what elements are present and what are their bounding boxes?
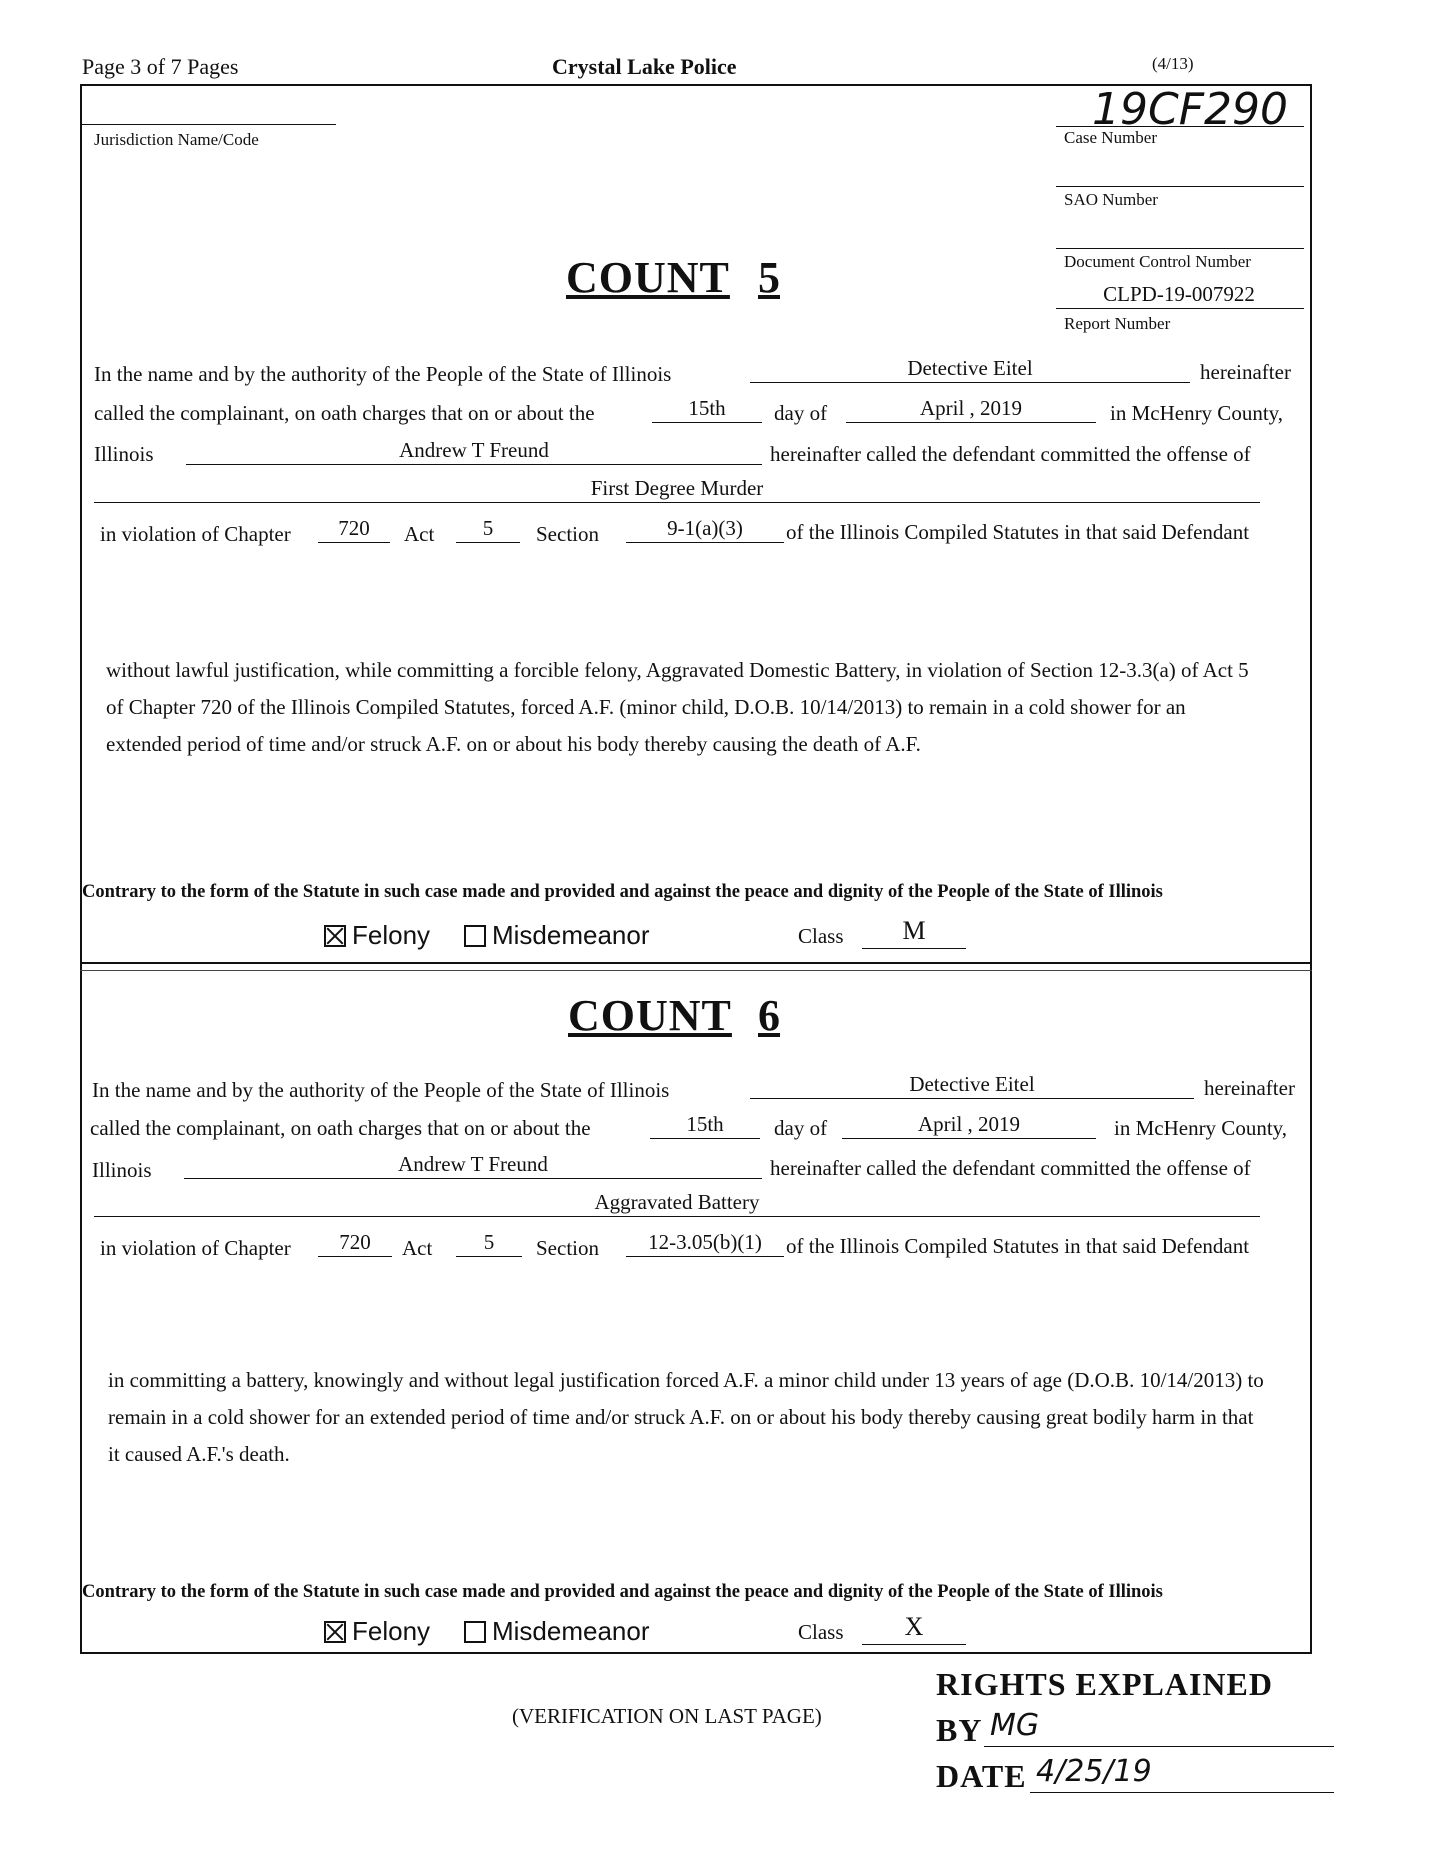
- date-value: 4/25/19: [1036, 1754, 1152, 1789]
- count6-day-of: day of: [774, 1116, 828, 1140]
- count6-section-label: Section: [536, 1236, 599, 1260]
- jurisdiction-label: Jurisdiction Name/Code: [94, 130, 259, 149]
- count5-offense: First Degree Murder: [590, 476, 764, 500]
- count5-hereinafter: hereinafter: [1200, 360, 1291, 384]
- count5-misdemeanor-label: Misdemeanor: [492, 920, 650, 950]
- count6-title: COUNT: [568, 991, 732, 1040]
- count6-act-label: Act: [402, 1236, 433, 1260]
- count6-hereinafter: hereinafter: [1204, 1076, 1295, 1100]
- count5-number: 5: [758, 253, 780, 302]
- case-number-label: Case Number: [1064, 128, 1158, 147]
- count5-narrative: without lawful justification, while committing a forcible felony, Aggravated Domestic Battery, in violation of Section 12-3.3(a) of Act 5 of Chapter 720 of the Illinois Compiled Statutes, forced A.F. (minor child, D.O.B. 10/14/2013) to remain in a cold shower for an extended period of time and/or struck A.F. on or about his body thereby causing the death of A.F.: [106, 658, 1249, 756]
- doc-control-label: Document Control Number: [1064, 252, 1251, 271]
- verification-note: (VERIFICATION ON LAST PAGE): [512, 1704, 822, 1728]
- page-indicator: Page 3 of 7 Pages: [82, 54, 239, 79]
- by-label: BY: [936, 1712, 983, 1748]
- count6-class-value: X: [904, 1612, 924, 1641]
- count6-misdemeanor-checkbox[interactable]: [464, 1616, 650, 1647]
- count5-called-text: called the complainant, on oath charges that on or about the: [94, 401, 595, 425]
- count6-chapter: 720: [339, 1230, 371, 1254]
- count6-number: 6: [758, 991, 780, 1040]
- count5-illinois: Illinois: [94, 442, 154, 466]
- count6-complainant: Detective Eitel: [909, 1072, 1035, 1096]
- count5-statutes-text: of the Illinois Compiled Statutes in that said Defendant: [786, 520, 1250, 544]
- count6-class-label: Class: [798, 1620, 844, 1644]
- count5-month-year: April , 2019: [919, 396, 1023, 420]
- count6-month-year: April , 2019: [917, 1112, 1021, 1136]
- count6-felony-checkbox[interactable]: [324, 1616, 430, 1647]
- count6-misdemeanor-label: Misdemeanor: [492, 1616, 650, 1646]
- count5-section-label: Section: [536, 522, 599, 546]
- by-initials: MG: [990, 1708, 1040, 1743]
- count5-act: 5: [482, 516, 494, 540]
- count6-defendant: Andrew T Freund: [398, 1152, 548, 1176]
- count5-misdemeanor-checkbox[interactable]: [464, 920, 650, 951]
- count5-county: in McHenry County,: [1110, 401, 1284, 425]
- count5-day-of: day of: [774, 401, 828, 425]
- count5-chapter: 720: [338, 516, 370, 540]
- report-number-value: CLPD-19-007922: [1103, 282, 1255, 306]
- count6-narrative: in committing a battery, knowingly and without legal justification forced A.F. a minor child under 13 years of age (D.O.B. 10/14/2013) to remain in a cold shower for an extended period of time and/or struck A.F. on or about his body thereby causing great bodily harm in that it caused A.F.'s death.: [108, 1368, 1264, 1466]
- count5-section: 9-1(a)(3): [667, 516, 743, 540]
- count5-felony-label: Felony: [352, 920, 431, 950]
- sao-number-label: SAO Number: [1064, 190, 1158, 209]
- count6-intro: In the name and by the authority of the People of the State of Illinois: [92, 1078, 670, 1102]
- count6-felony-label: Felony: [352, 1616, 431, 1646]
- rights-explained: RIGHTS EXPLAINED: [936, 1666, 1273, 1702]
- unchecked-box-icon: [464, 925, 486, 947]
- checked-box-icon: [324, 1621, 346, 1643]
- count5-complainant: Detective Eitel: [907, 356, 1033, 380]
- count5-title: COUNT: [566, 253, 730, 302]
- checked-box-icon: [324, 925, 346, 947]
- case-number-value: 19CF290: [1092, 84, 1289, 135]
- report-number-label: Report Number: [1064, 314, 1171, 333]
- count6-offense: Aggravated Battery: [594, 1190, 760, 1214]
- count5-intro: In the name and by the authority of the People of the State of Illinois: [94, 362, 672, 386]
- form-version: (4/13): [1152, 54, 1194, 73]
- date-label: DATE: [936, 1758, 1027, 1794]
- count6-illinois: Illinois: [92, 1158, 152, 1182]
- count6-statutes-text: of the Illinois Compiled Statutes in that said Defendant: [786, 1234, 1250, 1258]
- count5-violation-label: in violation of Chapter: [100, 522, 291, 546]
- count5-felony-checkbox[interactable]: [324, 920, 430, 951]
- count5-class-value: M: [902, 916, 926, 945]
- count5-act-label: Act: [404, 522, 435, 546]
- count5-defendant: Andrew T Freund: [399, 438, 549, 462]
- count6-contrary: Contrary to the form of the Statute in such case made and provided and against the peace and dignity of the People of the State of Illinois: [82, 1582, 1163, 1602]
- count6-called-text: called the complainant, on oath charges that on or about the: [90, 1116, 591, 1140]
- count5-class-label: Class: [798, 924, 844, 948]
- unchecked-box-icon: [464, 1621, 486, 1643]
- count6-violation-label: in violation of Chapter: [100, 1236, 291, 1260]
- count6-day: 15th: [686, 1112, 724, 1136]
- count5-day: 15th: [688, 396, 726, 420]
- agency-name: Crystal Lake Police: [552, 54, 737, 79]
- count5-contrary: Contrary to the form of the Statute in such case made and provided and against the peace and dignity of the People of the State of Illinois: [82, 882, 1163, 902]
- count6-act: 5: [483, 1230, 495, 1254]
- count6-section: 12-3.05(b)(1): [648, 1230, 762, 1254]
- count6-defendant-text: hereinafter called the defendant committed the offense of: [770, 1156, 1251, 1180]
- count6-county: in McHenry County,: [1114, 1116, 1288, 1140]
- count5-defendant-text: hereinafter called the defendant committed the offense of: [770, 442, 1251, 466]
